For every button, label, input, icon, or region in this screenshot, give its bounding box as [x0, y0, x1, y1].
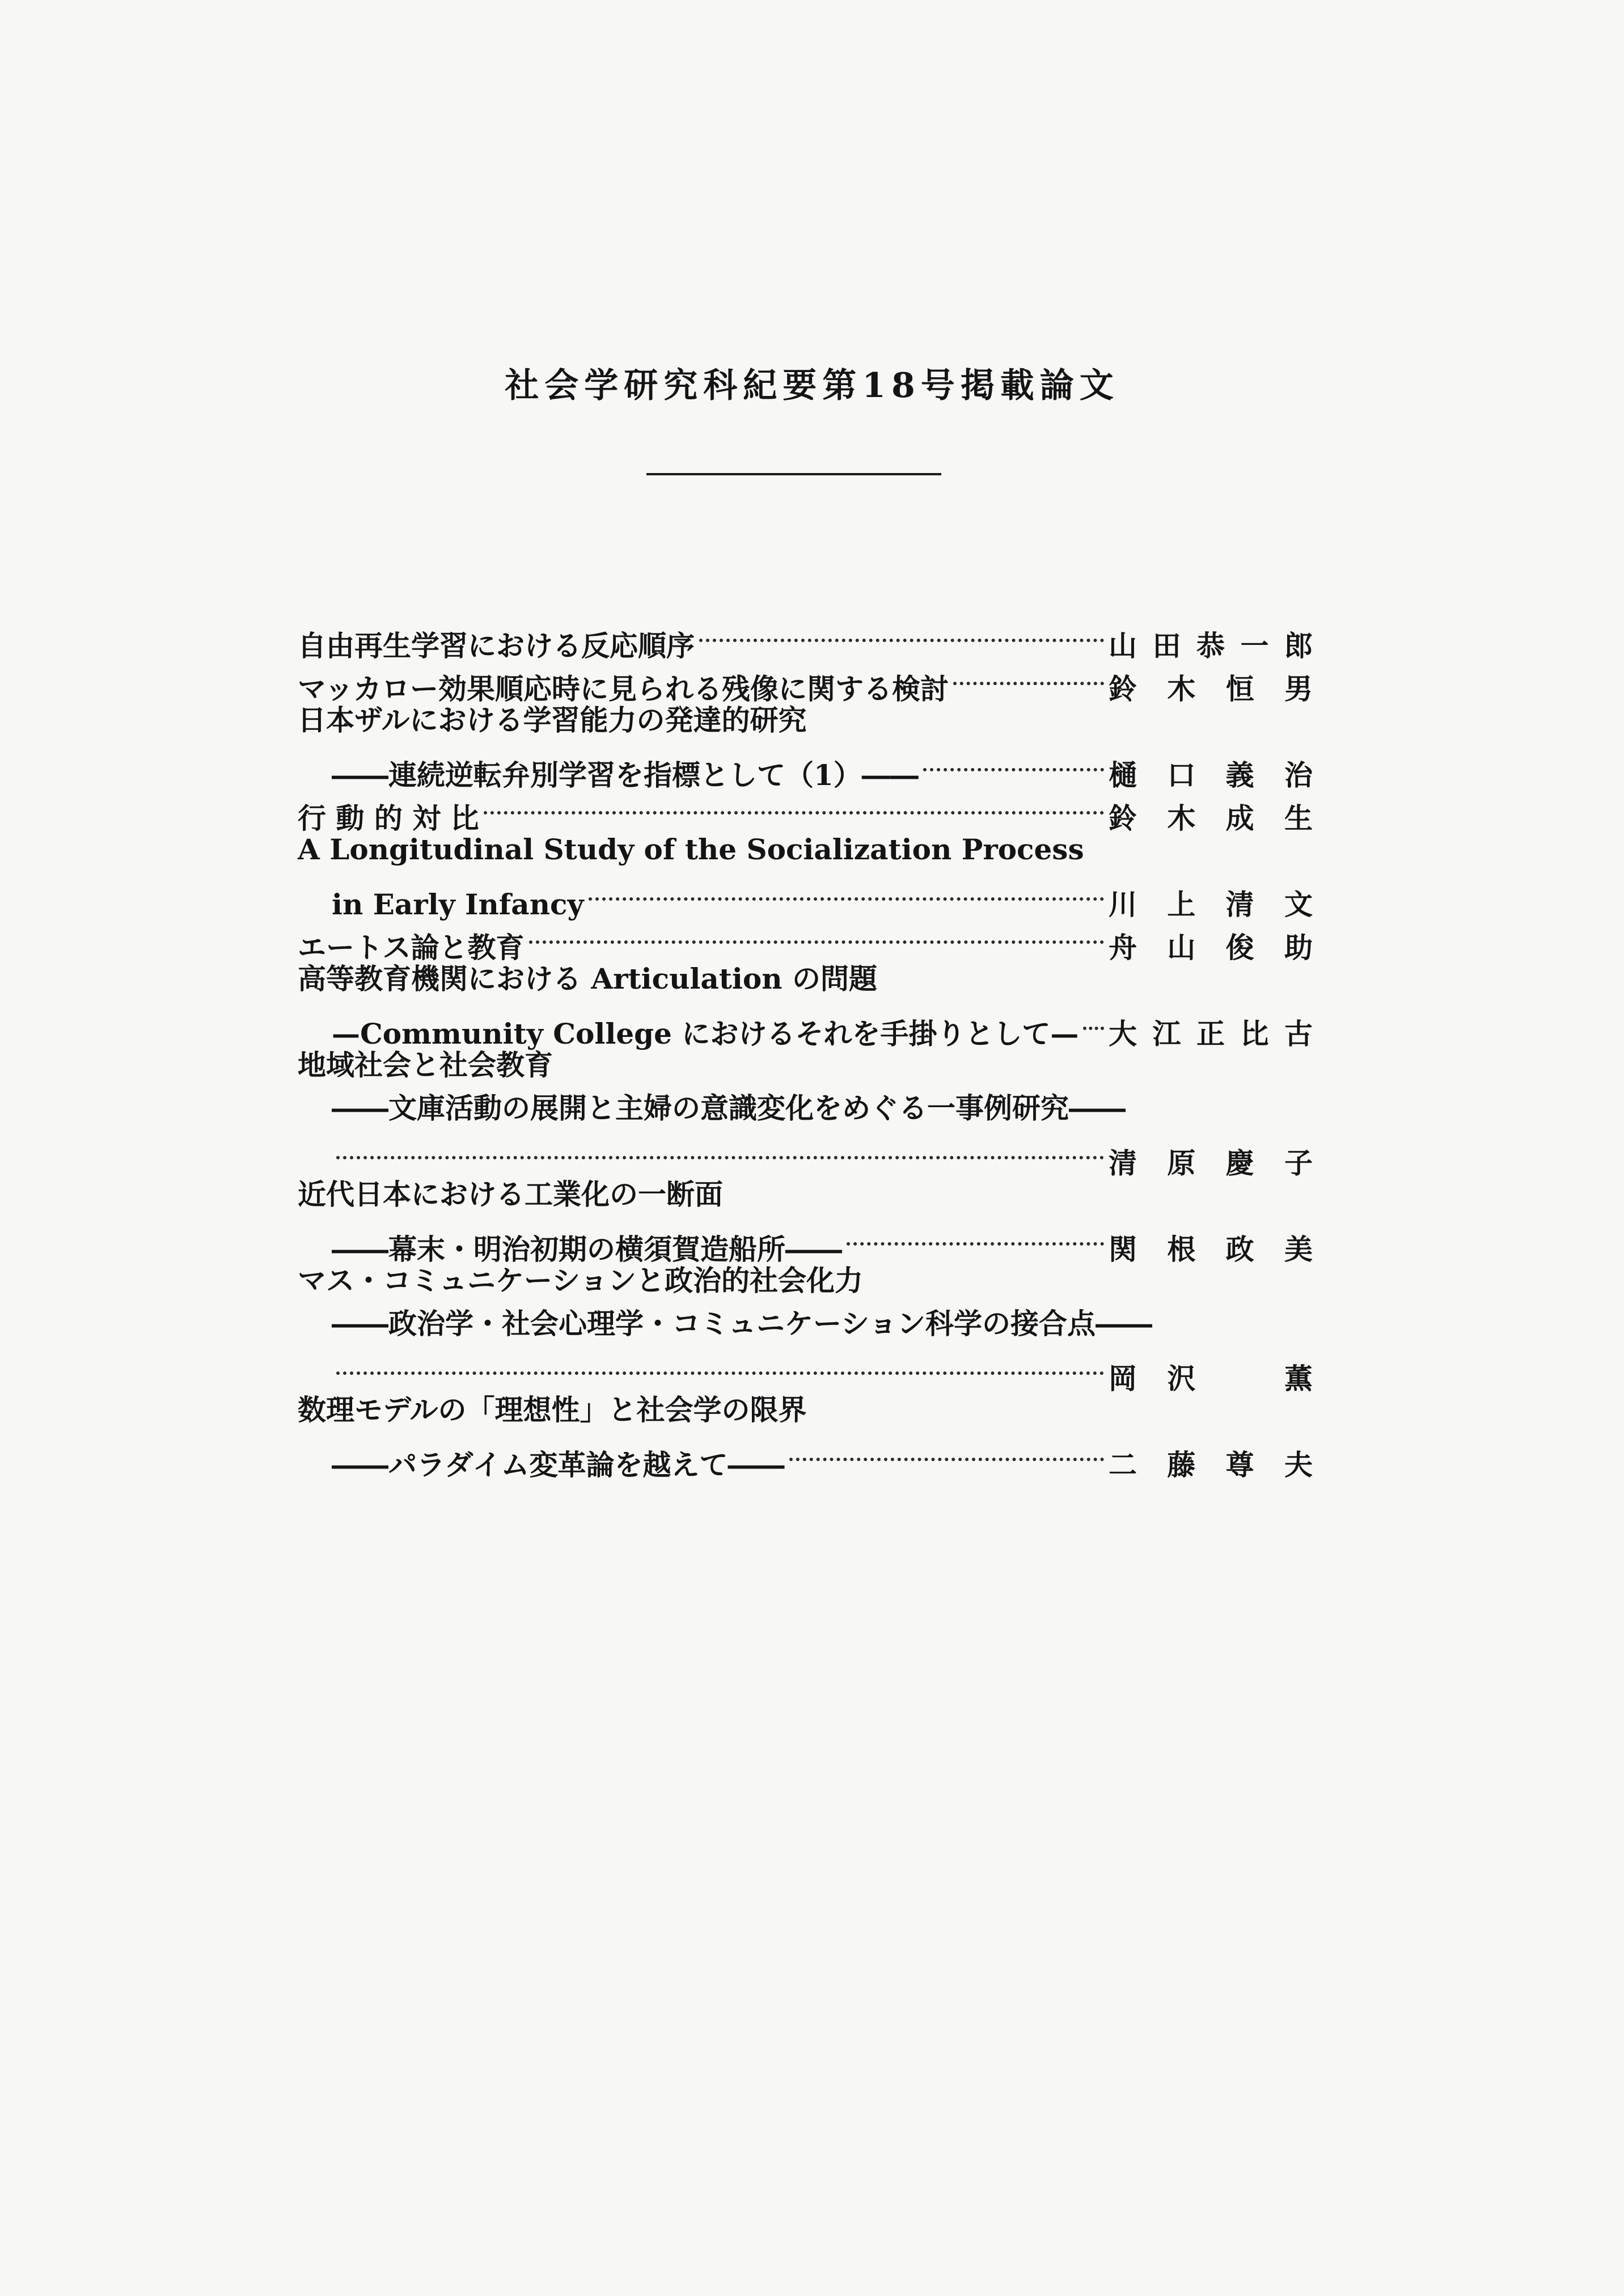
- toc-entry: [298, 1259, 1313, 1395]
- author-name: 清 原 慶 子: [1109, 1146, 1313, 1180]
- toc-entry: [298, 1044, 1313, 1180]
- toc-leader-line: [298, 1345, 1313, 1395]
- author-name: 鈴 木 恒 男: [1109, 672, 1313, 706]
- toc-entry: [298, 699, 1313, 792]
- dot-leader: [953, 656, 1104, 699]
- article-title: マス・コミュニケーションと政治的社会化力: [298, 1264, 863, 1297]
- toc-title-line: [298, 656, 1313, 706]
- article-title: A Longitudinal Study of the Socialization Process: [298, 833, 1084, 866]
- author-name: 岡 沢 薫: [1109, 1362, 1313, 1395]
- toc-subtitle-line: [298, 1302, 1313, 1345]
- article-title: 近代日本における工業化の一断面: [298, 1177, 723, 1211]
- dot-leader: [484, 785, 1104, 828]
- article-title: マッカロー効果順応時に見られる残像に関する検討: [298, 672, 949, 706]
- table-of-contents: [298, 613, 1313, 1482]
- toc-subtitle-line: [298, 1216, 1313, 1266]
- dot-leader: [699, 613, 1104, 656]
- author-name: 舟 山 俊 助: [1109, 931, 1313, 964]
- toc-entry: [298, 1388, 1313, 1482]
- article-subtitle: ――政治学・社会心理学・コミュニケーション科学の接合点――: [332, 1307, 1152, 1340]
- article-title: 数理モデルの「理想性」と社会学の限界: [298, 1393, 807, 1426]
- dot-leader: [336, 1345, 1104, 1388]
- article-title: 日本ザルにおける学習能力の発達的研究: [298, 703, 807, 737]
- article-title: 行 動 的 対 比: [298, 801, 479, 835]
- dot-leader: [1083, 1001, 1104, 1044]
- author-name: 山 田 恭 一 郎: [1109, 629, 1313, 662]
- toc-leader-line: [298, 1130, 1313, 1180]
- author-name: 大 江 正 比 古: [1109, 1017, 1313, 1050]
- dot-leader: [923, 742, 1104, 785]
- toc-title-line: [298, 1388, 1313, 1432]
- author-name: 鈴 木 成 生: [1109, 801, 1313, 835]
- article-subtitle: ――パラダイム変革論を越えて――: [332, 1448, 785, 1482]
- toc-title-line: [298, 1259, 1313, 1302]
- article-title: 自由再生学習における反応順序: [298, 629, 695, 662]
- article-title: エートス論と教育: [298, 931, 525, 964]
- author-name: 関 根 政 美: [1109, 1233, 1313, 1266]
- article-subtitle: ――文庫活動の展開と主婦の意識変化をめぐる一事例研究――: [332, 1091, 1126, 1125]
- toc-entry: [298, 914, 1313, 964]
- article-title: 地域社会と社会教育: [298, 1048, 553, 1082]
- dot-leader: [336, 1130, 1104, 1173]
- toc-title-line: [298, 699, 1313, 742]
- page-title: 社会学研究科紀要第18号掲載論文: [505, 366, 1119, 406]
- article-subtitle: ――連続逆転弁別学習を指標として（1）――: [332, 758, 919, 792]
- toc-entry: [298, 785, 1313, 835]
- title-rule: [646, 473, 941, 475]
- toc-title-line: [298, 957, 1313, 1001]
- toc-title-line: [298, 1173, 1313, 1216]
- toc-entry: [298, 1173, 1313, 1266]
- toc-subtitle-line: [298, 1087, 1313, 1130]
- dot-leader: [529, 914, 1105, 957]
- toc-subtitle-line: [298, 1432, 1313, 1482]
- article-subtitle: in Early Infancy: [332, 888, 584, 921]
- author-name: 二 藤 尊 夫: [1109, 1448, 1313, 1482]
- article-subtitle: —Community College におけるそれを手掛りとして—: [332, 1017, 1079, 1050]
- dot-leader: [847, 1216, 1104, 1259]
- toc-entry: [298, 957, 1313, 1050]
- toc-entry: [298, 613, 1313, 662]
- toc-title-line: [298, 828, 1313, 871]
- dot-leader: [789, 1432, 1105, 1475]
- dot-leader: [589, 871, 1104, 914]
- toc-title-line: [298, 785, 1313, 835]
- toc-title-line: [298, 1044, 1313, 1087]
- article-subtitle: ――幕末・明治初期の横須賀造船所――: [332, 1233, 842, 1266]
- toc-subtitle-line: [298, 1001, 1313, 1050]
- toc-title-line: [298, 613, 1313, 662]
- author-name: 川 上 清 文: [1109, 888, 1313, 921]
- article-title: 高等教育機関における Articulation の問題: [298, 962, 878, 995]
- toc-entry: [298, 656, 1313, 706]
- toc-subtitle-line: [298, 742, 1313, 792]
- toc-entry: [298, 828, 1313, 921]
- author-name: 樋 口 義 治: [1109, 758, 1313, 792]
- toc-subtitle-line: [298, 871, 1313, 921]
- toc-title-line: [298, 914, 1313, 964]
